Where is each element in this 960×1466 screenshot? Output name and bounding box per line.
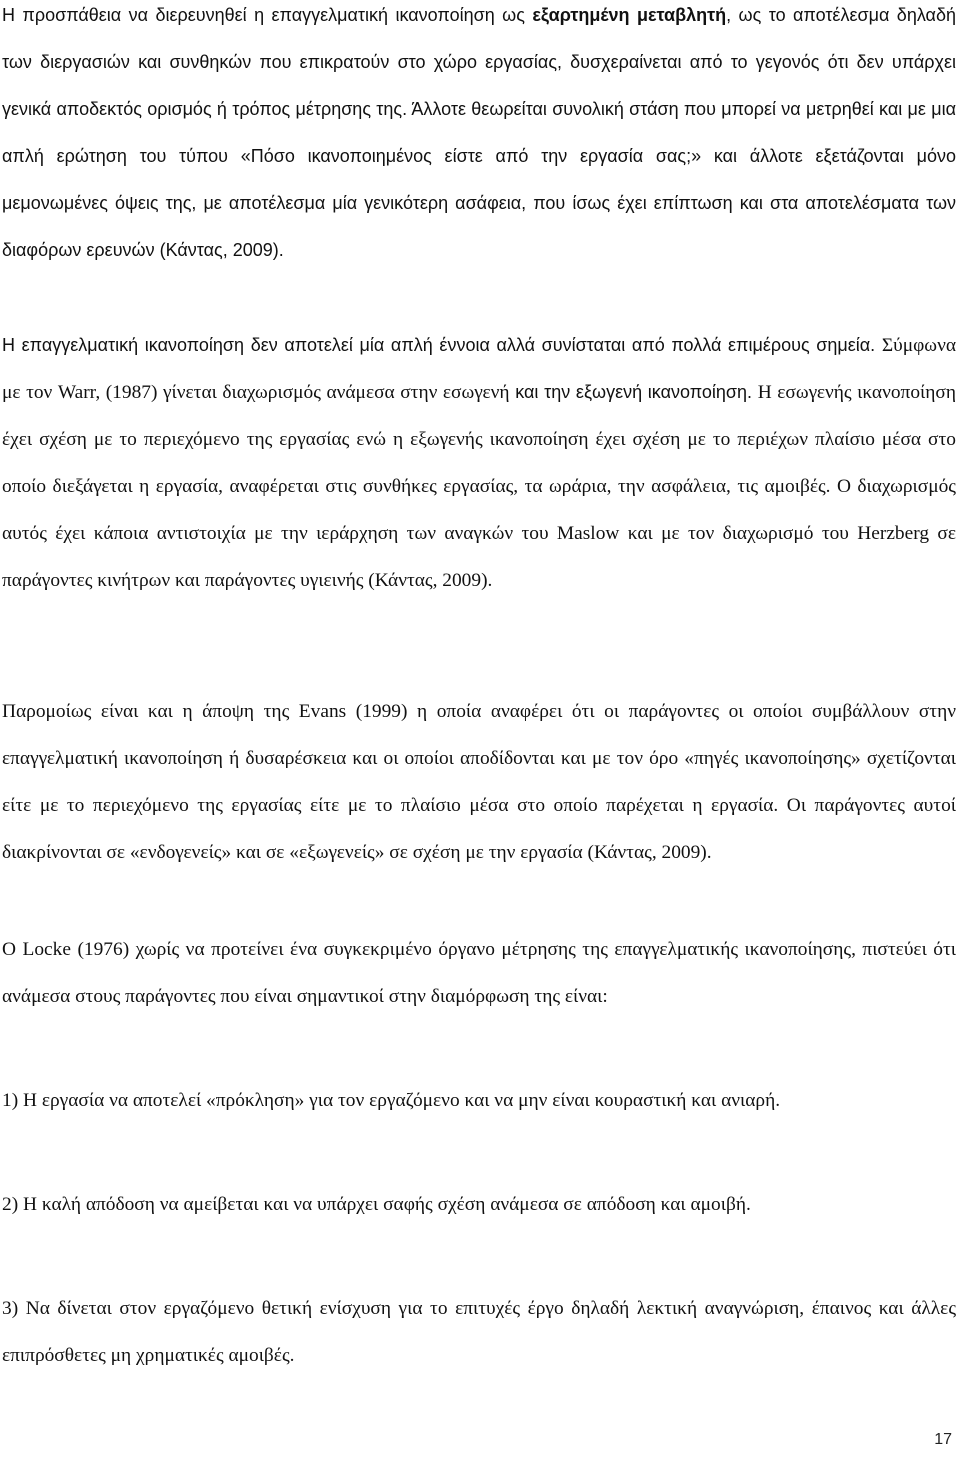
list-item-challenge: 1) Η εργασία να αποτελεί «πρόκληση» για τον εργαζόμενο και να μην είναι κουραστική και ανιαρή. [2, 1090, 781, 1111]
paragraph-intrinsic-extrinsic [2, 322, 956, 604]
paragraph-evans: Παρομοίως είναι και η άποψη της Evans (1999) η οποία αναφέρει ότι οι παράγοντες οι οποίοι συμβάλλουν στην επαγγελματική ικανοποίηση ή δυσαρέσκεια και οι οποίοι αποδίδονται και με τον όρο «πηγές ικανοποίησης» σχετίζονται είτε με το περιεχόμενο της εργασίας είτε με το πλαίσιο μέσα στο οποίο παρέχεται η εργασία. Οι παράγοντες αυτοί διακρίνονται σε «ενδογενείς» και σε «εξωγενείς» σε σχέση με την εργασία (Κάντας, 2009). [2, 701, 956, 863]
paragraph-text: Η εσωγενής ικανοποίηση έχει σχέση με το περιεχόμενο της εργασίας ενώ η εξωγενής ικανοποίηση έχει σχέση με το περιέχων πλαίσιο μέσα στο οποίο διεξάγεται η εργασία, αναφέρεται στις συνθήκες εργασίας, τα ωράρια, την ασφάλεια, τις αμοιβές. Ο διαχωρισμός αυτός έχει κάποια αντιστοιχία με την ιεράρχηση των αναγκών του Maslow και με τον διαχωρισμό του Herzberg σε παράγοντες κινήτρων και παράγοντες υγιεινής (Κάντας, 2009). [2, 382, 956, 591]
paragraph-locke: Ο Locke (1976) χωρίς να προτείνει ένα συγκεκριμένο όργανο μέτρησης της επαγγελματικής ικανοποίησης, πιστεύει ότι ανάμεσα στους παράγοντες που είναι σημαντικοί στην διαμόρφωση της είναι: [2, 939, 956, 1007]
paragraph-text: Η προσπάθεια να διερευνηθεί η επαγγελματική ικανοποίηση ως [2, 5, 533, 25]
paragraph-text: Η επαγγελματική ικανοποίηση δεν αποτελεί μία απλή έννοια αλλά συνίσταται από πολλά επιμέρους σημεία. [2, 335, 882, 355]
paragraph-text: , ως το αποτέλεσμα δηλαδή των διεργασιών και συνθηκών που επικρατούν στο χώρο εργασίας, δυσχεραίνεται από το γεγονός ότι δεν υπάρχει γενικά αποδεκτός ορισμός ή τρόπος μέτρησης της. Άλλοτε θεωρείται συνολική στάση που μπορεί να μετρηθεί και με μια απλή ερώτηση του τύπου «Πόσο ικανοποιημένος είστε από την εργασία σας;» και άλλοτε εξετάζονται μόνο μεμονωμένες όψεις της, με αποτέλεσμα μία γενικότερη ασάφεια, που ίσως έχει επίπτωση και στα αποτελέσματα των διαφόρων ερευνών (Κάντας, 2009). [2, 5, 956, 260]
list-item-reward: 2) Η καλή απόδοση να αμείβεται και να υπάρχει σαφής σχέση ανάμεσα σε απόδοση και αμοιβή. [2, 1194, 751, 1215]
paragraph-text: Σύμφωνα με τον Warr, (1987) γίνεται διαχωρισμός ανάμεσα στην εσωγενή [2, 335, 956, 403]
paragraph-dependent-variable [2, 0, 956, 274]
bold-term-dependent-variable: εξαρτημένη μεταβλητή [532, 5, 727, 25]
list-item-reinforcement: 3) Να δίνεται στον εργαζόμενο θετική ενίσχυση για το επιτυχές έργο δηλαδή λεκτική αναγνώριση, έπαινος και άλλες επιπρόσθετες μη χρηματικές αμοιβές. [2, 1298, 956, 1366]
paragraph-text: και την εξωγενή ικανοποίηση. [509, 382, 758, 402]
page-number: 17 [934, 1431, 952, 1448]
